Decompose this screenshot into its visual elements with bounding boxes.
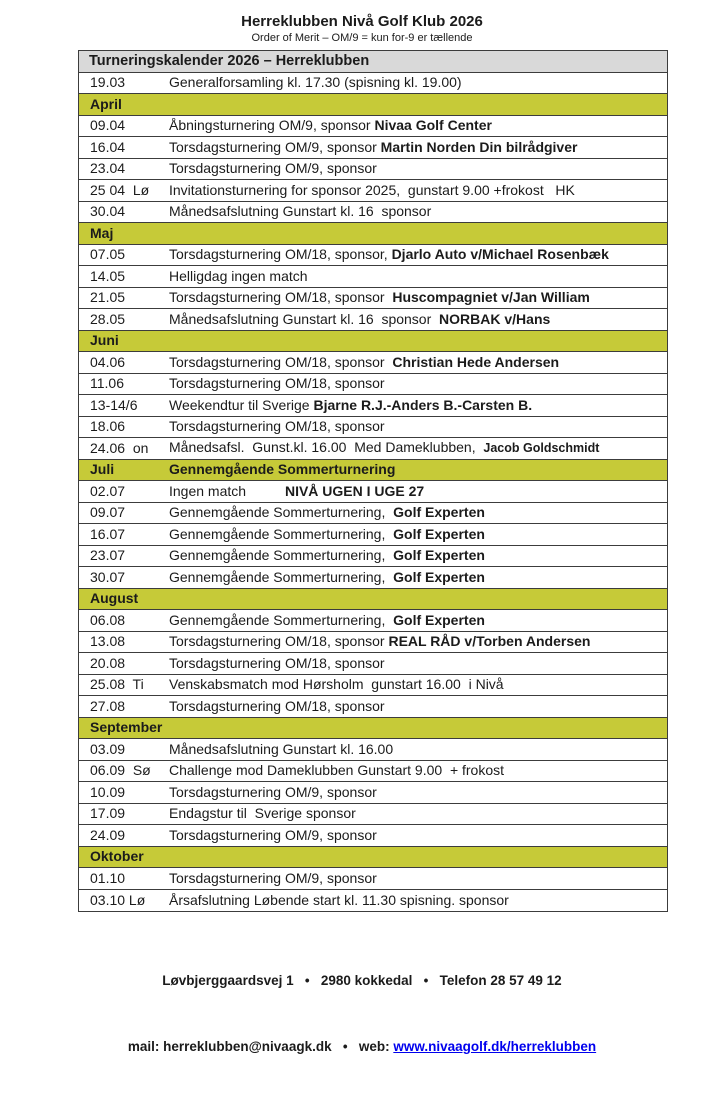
event-row [79, 610, 667, 632]
event-row [79, 352, 667, 374]
table-header-label: Turneringskalender 2026 – Herreklubben [89, 52, 370, 69]
month-row [79, 589, 667, 611]
event-description: Torsdagsturnering OM/18, sponsor [169, 654, 385, 671]
event-date: 13-14/6 [90, 396, 138, 413]
footer-contact-line [0, 1036, 724, 1058]
event-description: Torsdagsturnering OM/18, sponsor [169, 375, 385, 391]
month-row [79, 223, 667, 245]
table-header-row [79, 51, 667, 73]
event-row [79, 202, 667, 224]
event-date: 23.07 [90, 547, 126, 563]
event-description: Torsdagsturnering OM/18, sponsor [169, 697, 385, 714]
event-row [79, 417, 667, 439]
event-date: 06.09 Sø [90, 762, 151, 778]
event-row [79, 266, 667, 288]
event-description: Weekendtur til Sverige Bjarne R.J.-Anders B.-Carsten B. [169, 396, 533, 413]
month-label: Juli [90, 461, 115, 477]
event-row [79, 438, 667, 460]
month-row [79, 460, 667, 482]
calendar-table [78, 50, 668, 912]
event-row [79, 653, 667, 675]
event-date: 19.03 [90, 74, 126, 90]
event-description: Månedsafslutning Gunstart kl. 16 sponsor [169, 203, 432, 219]
event-row [79, 804, 667, 826]
footer-address-line: Løvbjerggaardsvej 1 • 2980 kokkedal • Telefon 28 57 49 12 [162, 973, 562, 988]
event-description: Torsdagsturnering OM/9, sponsor [169, 869, 377, 886]
event-date: 24.06 on [90, 439, 149, 456]
event-row [79, 288, 667, 310]
event-date: 02.07 [90, 482, 126, 499]
event-date: 01.10 [90, 869, 126, 886]
event-description: Gennemgående Sommerturnering, Golf Experten [169, 525, 485, 542]
event-date: 28.05 [90, 310, 126, 327]
event-date: 03.09 [90, 740, 126, 757]
month-label: September [90, 719, 163, 735]
event-description: Åbningsturnering OM/9, sponsor Nivaa Golf Center [169, 117, 492, 133]
page-subtitle: Order of Merit – OM/9 = kun for-9 er tællende [251, 32, 473, 44]
event-row [79, 116, 667, 138]
event-date: 13.08 [90, 633, 126, 649]
event-date: 16.07 [90, 525, 126, 542]
event-row [79, 309, 667, 331]
event-description: Månedsafsl. Gunst.kl. 16.00 Med Dameklubben, Jacob Goldschmidt [169, 439, 600, 455]
event-description: Torsdagsturnering OM/9, sponsor Martin Norden Din bilrådgiver [169, 138, 578, 155]
event-row [79, 159, 667, 181]
event-description: Gennemgående Sommerturnering, Golf Experten [169, 547, 485, 563]
event-description: Helligdag ingen match [169, 267, 308, 284]
event-description: Torsdagsturnering OM/9, sponsor [169, 783, 377, 800]
event-row [79, 782, 667, 804]
event-date: 25.08 Ti [90, 676, 144, 692]
event-row [79, 675, 667, 697]
event-row [79, 503, 667, 525]
month-label: August [90, 590, 139, 606]
event-row [79, 481, 667, 503]
month-label: Oktober [90, 848, 144, 864]
event-row [79, 546, 667, 568]
footer [0, 926, 724, 1102]
event-row [79, 696, 667, 718]
month-row [79, 331, 667, 353]
event-row [79, 137, 667, 159]
month-row [79, 94, 667, 116]
event-description: Ingen match NIVÅ UGEN I UGE 27 [169, 482, 425, 499]
month-label: April [90, 95, 122, 112]
website-link[interactable]: www.nivaagolf.dk/herreklubben [393, 1039, 597, 1054]
event-date: 03.10 Lø [90, 891, 146, 908]
month-row [79, 718, 667, 740]
event-row [79, 632, 667, 654]
event-row [79, 825, 667, 847]
page-title: Herreklubben Nivå Golf Klub 2026 [241, 13, 483, 30]
event-date: 06.08 [90, 611, 126, 628]
event-description: Venskabsmatch mod Hørsholm gunstart 16.00 i Nivå [169, 676, 504, 692]
event-row [79, 245, 667, 267]
month-row [79, 847, 667, 869]
event-description: Månedsafslutning Gunstart kl. 16 sponsor NORBAK v/Hans [169, 310, 551, 327]
event-row [79, 868, 667, 890]
event-row [79, 739, 667, 761]
event-date: 04.06 [90, 353, 126, 370]
month-extra-label: Gennemgående Sommerturnering [169, 461, 396, 477]
event-date: 30.04 [90, 203, 126, 219]
event-description: Månedsafslutning Gunstart kl. 16.00 [169, 740, 394, 757]
event-description: Årsafslutning Løbende start kl. 11.30 spisning. sponsor [169, 891, 509, 908]
event-description: Torsdagsturnering OM/18, sponsor [169, 418, 385, 434]
event-description: Torsdagsturnering OM/18, sponsor Huscompagniet v/Jan William [169, 289, 590, 305]
event-date: 30.07 [90, 568, 126, 585]
event-date: 09.04 [90, 117, 126, 133]
event-description: Challenge mod Dameklubben Gunstart 9.00 + frokost [169, 762, 505, 778]
event-date: 20.08 [90, 654, 126, 671]
event-row [79, 890, 667, 912]
event-date: 18.06 [90, 418, 126, 434]
event-row [79, 374, 667, 396]
event-description: Generalforsamling kl. 17.30 (spisning kl. 19.00) [169, 74, 462, 90]
event-description: Torsdagsturnering OM/9, sponsor [169, 826, 377, 843]
event-date: 17.09 [90, 805, 126, 821]
event-date: 11.06 [90, 375, 124, 391]
event-description: Torsdagsturnering OM/18, sponsor REAL RÅD v/Torben Andersen [169, 633, 591, 649]
event-description: Torsdagsturnering OM/18, sponsor Christian Hede Andersen [169, 353, 560, 370]
event-row [79, 524, 667, 546]
event-date: 25 04 Lø [90, 181, 150, 198]
event-date: 07.05 [90, 246, 126, 262]
event-date: 14.05 [90, 267, 126, 284]
event-date: 21.05 [90, 289, 126, 305]
event-date: 16.04 [90, 138, 126, 155]
event-row [79, 73, 667, 95]
event-date: 10.09 [90, 783, 126, 800]
month-label: Juni [90, 332, 119, 348]
event-description: Gennemgående Sommerturnering, Golf Experten [169, 504, 485, 520]
event-description: Torsdagsturnering OM/9, sponsor [169, 160, 377, 176]
event-row [79, 180, 667, 202]
event-date: 27.08 [90, 697, 126, 714]
footer-mail-text: mail: herreklubben@nivaagk.dk • web: [127, 1039, 394, 1054]
event-row [79, 395, 667, 417]
calendar-rows [79, 73, 667, 912]
event-row [79, 567, 667, 589]
event-description: Torsdagsturnering OM/18, sponsor, Djarlo Auto v/Michael Rosenbæk [169, 246, 609, 262]
event-description: Gennemgående Sommerturnering, Golf Experten [169, 568, 485, 585]
event-date: 24.09 [90, 826, 126, 843]
event-date: 23.04 [90, 160, 126, 176]
event-description: Gennemgående Sommerturnering, Golf Experten [169, 611, 485, 628]
event-row [79, 761, 667, 783]
event-description: Endagstur til Sverige sponsor [169, 805, 356, 821]
event-description: Invitationsturnering for sponsor 2025, gunstart 9.00 +frokost HK [169, 181, 575, 198]
month-label: Maj [90, 224, 114, 241]
event-date: 09.07 [90, 504, 126, 520]
